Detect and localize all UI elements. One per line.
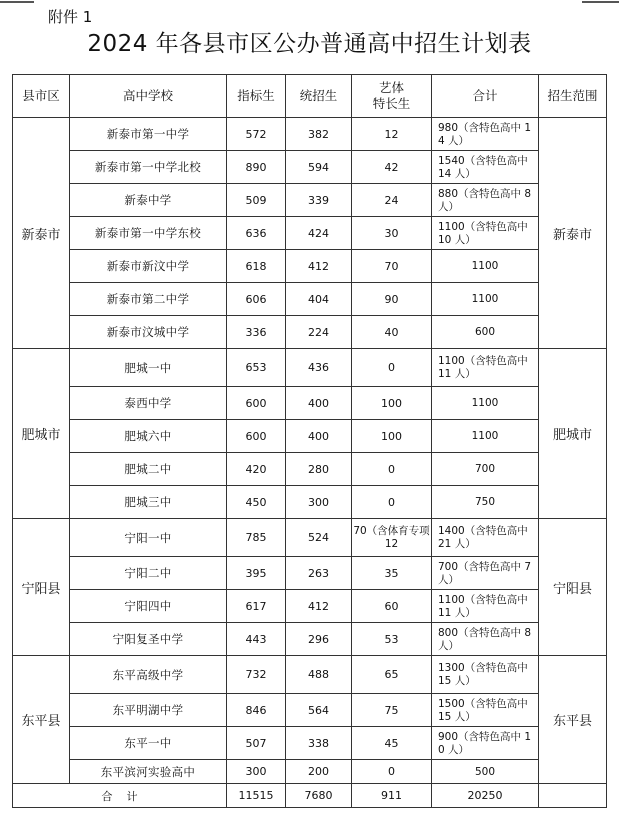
unified-cell: 400 [286,387,352,420]
range-cell: 新泰市 [539,118,607,349]
total-cell [432,519,539,557]
art-cell [352,519,432,557]
art-cell: 0 [352,760,432,784]
total-cell [432,623,539,656]
total-cell-text: 1540（含特色高中 14 人） [438,154,528,180]
quota-cell: 890 [227,151,286,184]
unified-cell: 564 [286,694,352,727]
art-cell: 42 [352,151,432,184]
table-row [13,694,607,727]
unified-cell: 200 [286,760,352,784]
table-row [13,656,607,694]
total-cell-text: 880（含特色高中 8 人） [438,187,532,213]
county-cell: 宁阳县 [13,519,70,656]
table-row [13,519,607,557]
quota-cell: 420 [227,453,286,486]
header-art-line1: 艺体 [378,80,404,95]
art-cell: 0 [352,486,432,519]
quota-cell: 509 [227,184,286,217]
table-row [13,557,607,590]
school-name-cell: 新泰中学 [70,184,227,217]
total-cell-text: 900（含特色高中 10 人） [438,730,532,756]
summary-total-cell: 20250 [432,784,539,808]
school-name-cell: 宁阳复圣中学 [70,623,227,656]
school-name-cell: 新泰市第一中学北校 [70,151,227,184]
school-name-cell: 东平高级中学 [70,656,227,694]
total-cell: 1100 [432,250,539,283]
table-body [13,118,607,808]
total-cell-text: 1100（含特色高中 11 人） [438,355,528,380]
table-row [13,184,607,217]
summary-unified-cell: 7680 [286,784,352,808]
school-name-cell: 新泰市汶城中学 [70,316,227,349]
art-cell: 30 [352,217,432,250]
quota-cell: 336 [227,316,286,349]
total-cell: 600 [432,316,539,349]
school-name-cell: 新泰市第一中学东校 [70,217,227,250]
unified-cell: 382 [286,118,352,151]
table-row [13,217,607,250]
quota-cell: 600 [227,420,286,453]
total-cell-text: 1100（含特色高中 10 人） [438,220,528,246]
unified-cell: 280 [286,453,352,486]
summary-range-cell [539,784,607,808]
school-name-cell: 新泰市新汶中学 [70,250,227,283]
quota-cell: 785 [227,519,286,557]
header-quota: 指标生 [227,75,286,118]
art-cell: 12 [352,118,432,151]
total-cell: 750 [432,486,539,519]
table-row [13,316,607,349]
total-cell: 500 [432,760,539,784]
unified-cell: 263 [286,557,352,590]
school-name-cell: 东平明湖中学 [70,694,227,727]
school-name-cell: 宁阳一中 [70,519,227,557]
header-school: 高中学校 [70,75,227,118]
quota-cell: 395 [227,557,286,590]
table-row [13,387,607,420]
header-art [352,75,432,118]
total-cell [432,656,539,694]
school-name-cell: 新泰市第二中学 [70,283,227,316]
unified-cell: 224 [286,316,352,349]
unified-cell: 488 [286,656,352,694]
attachment-label: 附件 1 [48,8,93,26]
art-cell: 35 [352,557,432,590]
art-cell: 53 [352,623,432,656]
county-cell: 新泰市 [13,118,70,349]
art-cell: 24 [352,184,432,217]
table-row [13,727,607,760]
art-cell: 75 [352,694,432,727]
table-row [13,420,607,453]
school-name-cell: 肥城二中 [70,453,227,486]
table-row [13,283,607,316]
unified-cell: 300 [286,486,352,519]
table-row [13,151,607,184]
total-cell: 1100 [432,420,539,453]
school-name-cell: 宁阳四中 [70,590,227,623]
header-total: 合计 [432,75,539,118]
enrollment-plan-table [12,74,607,808]
unified-cell: 338 [286,727,352,760]
unified-cell: 594 [286,151,352,184]
quota-cell: 572 [227,118,286,151]
total-cell [432,727,539,760]
header-county: 县市区 [13,75,70,118]
summary-row [13,784,607,808]
table-header-row [13,75,607,118]
unified-cell: 412 [286,250,352,283]
unified-cell: 404 [286,283,352,316]
total-cell [432,590,539,623]
header-unified: 统招生 [286,75,352,118]
summary-label-cell: 合 计 [13,784,227,808]
school-name-cell: 肥城一中 [70,349,227,387]
table-row [13,118,607,151]
school-name-cell: 泰西中学 [70,387,227,420]
table-row [13,486,607,519]
art-cell: 0 [352,349,432,387]
unified-cell: 524 [286,519,352,557]
quota-cell: 443 [227,623,286,656]
total-cell: 1100 [432,387,539,420]
quota-cell: 617 [227,590,286,623]
total-cell [432,217,539,250]
art-cell: 45 [352,727,432,760]
table-row [13,250,607,283]
header-range: 招生范围 [539,75,607,118]
table-row [13,349,607,387]
total-cell [432,184,539,217]
total-cell [432,118,539,151]
quota-cell: 636 [227,217,286,250]
header-art-line2: 特长生 [372,96,411,111]
total-cell-text: 1300（含特色高中 15 人） [438,662,528,687]
quota-cell: 732 [227,656,286,694]
page-title: 2024 年各县市区公办普通高中招生计划表 [87,31,532,57]
art-cell-text: 70（含体育专项 12 [353,524,430,550]
quota-cell: 600 [227,387,286,420]
art-cell: 60 [352,590,432,623]
quota-cell: 507 [227,727,286,760]
table-row [13,760,607,784]
page-top-rule [0,0,619,6]
total-cell: 1100 [432,283,539,316]
unified-cell: 339 [286,184,352,217]
table-row [13,590,607,623]
summary-art-cell: 911 [352,784,432,808]
summary-quota-cell: 11515 [227,784,286,808]
quota-cell: 300 [227,760,286,784]
total-cell-text: 1100（含特色高中 11 人） [438,593,528,619]
school-name-cell: 东平滨河实验高中 [70,760,227,784]
range-cell: 宁阳县 [539,519,607,656]
unified-cell: 436 [286,349,352,387]
county-cell: 肥城市 [13,349,70,519]
total-cell-text: 980（含特色高中 14 人） [438,121,532,147]
art-cell: 0 [352,453,432,486]
quota-cell: 606 [227,283,286,316]
quota-cell: 450 [227,486,286,519]
art-cell: 90 [352,283,432,316]
quota-cell: 846 [227,694,286,727]
school-name-cell: 宁阳二中 [70,557,227,590]
total-cell-text: 1400（含特色高中 21 人） [438,525,528,550]
total-cell [432,349,539,387]
unified-cell: 412 [286,590,352,623]
total-cell-text: 1500（含特色高中 15 人） [438,697,528,723]
unified-cell: 400 [286,420,352,453]
art-cell: 100 [352,387,432,420]
school-name-cell: 东平一中 [70,727,227,760]
art-cell: 70 [352,250,432,283]
total-cell-text: 800（含特色高中 8 人） [438,626,532,652]
total-cell-text: 700（含特色高中 7 人） [438,560,532,586]
table-row [13,453,607,486]
total-cell [432,694,539,727]
unified-cell: 424 [286,217,352,250]
unified-cell: 296 [286,623,352,656]
total-cell: 700 [432,453,539,486]
art-cell: 100 [352,420,432,453]
school-name-cell: 肥城六中 [70,420,227,453]
table-row [13,623,607,656]
county-cell: 东平县 [13,656,70,784]
school-name-cell: 新泰市第一中学 [70,118,227,151]
quota-cell: 618 [227,250,286,283]
total-cell [432,151,539,184]
range-cell: 东平县 [539,656,607,784]
school-name-cell: 肥城三中 [70,486,227,519]
quota-cell: 653 [227,349,286,387]
art-cell: 65 [352,656,432,694]
art-cell: 40 [352,316,432,349]
total-cell [432,557,539,590]
range-cell: 肥城市 [539,349,607,519]
